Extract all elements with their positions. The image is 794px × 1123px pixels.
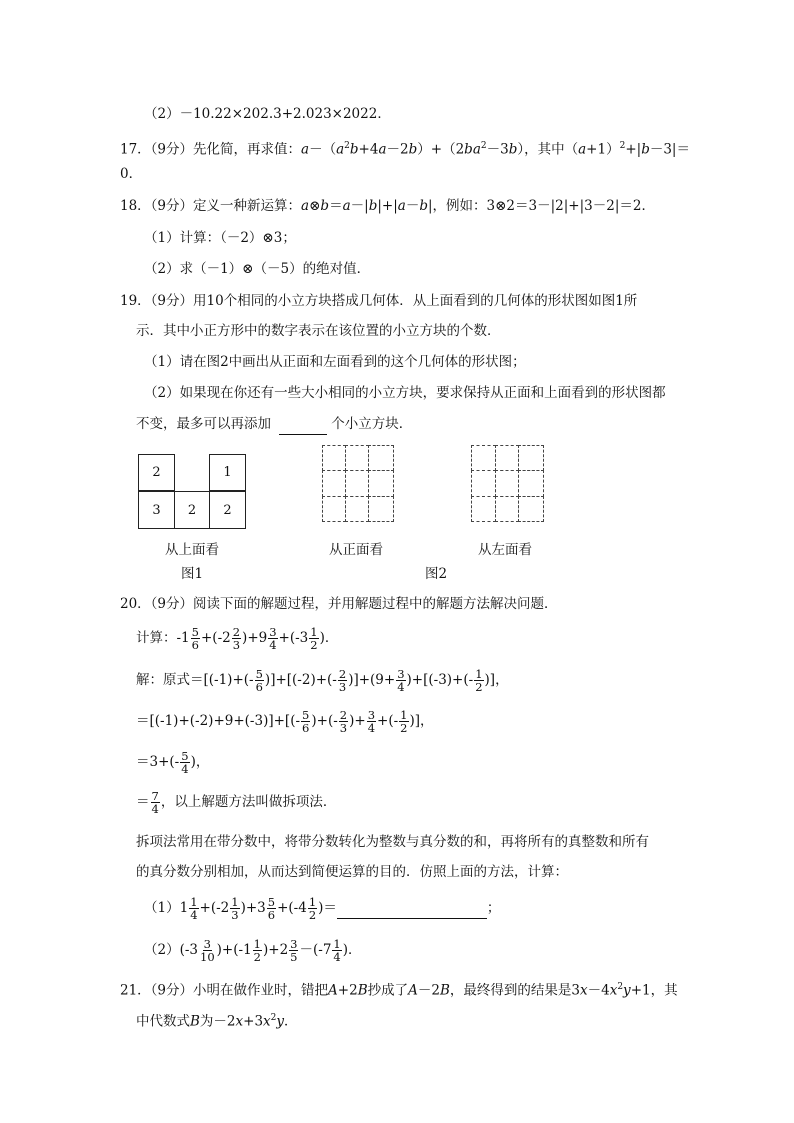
problem-20-para-1: 拆项法常用在带分数中，将带分数转化为整数与真分数的和，再将所有的真整数和所有 bbox=[136, 834, 649, 850]
cube-count-cell: 2 bbox=[209, 491, 246, 529]
answer-blank bbox=[337, 898, 487, 919]
problem-20-calc: 计算：-1 $\frac{5}{6}$ +(-2 $\frac{2}{3}$ )+9 $\frac{3}{4}$ +(-3 $\frac{1}{2}$ )． bbox=[136, 625, 339, 652]
problem-21-line-2: 中代数式B为$-2x+3x^2y$． bbox=[136, 1013, 298, 1030]
problem-19-part-2-cont bbox=[136, 414, 412, 435]
caption-front-view: 从正面看 bbox=[329, 542, 383, 558]
figure-2-label: 图2 bbox=[425, 566, 448, 582]
cube-count-cell: 3 bbox=[138, 491, 175, 529]
problem-21-b-label: 中代数式 bbox=[136, 1013, 190, 1030]
calc-label: 计算： bbox=[136, 630, 177, 646]
problem-17-line-1: 17．（9分）先化简，再求值：$a-(a^2b+4a-2b)+(2ba^2-3b)$，其中$(a+1)^2+|b-3|=$ bbox=[120, 141, 690, 158]
answer-blank bbox=[279, 414, 327, 435]
problem-19-blank-prefix: 不变，最多可以再添加 bbox=[136, 416, 271, 432]
method-name-text: ，以上解题方法叫做拆项法． bbox=[160, 794, 337, 810]
problem-21-line-1: 21．（9分）小明在做作业时，错把A+2B抄成了A－2B，最终得到的结果是$3x-4x^2y+1$，其 bbox=[120, 982, 678, 999]
figure-1-label: 图1 bbox=[181, 566, 204, 582]
problem-17-line-2: 0． bbox=[120, 166, 143, 182]
problem-20-para-2: 的真分数分别相加，从而达到简便运算的目的．仿照上面的方法，计算： bbox=[136, 864, 568, 880]
problem-19-part-2: （2）如果现在你还有一些大小相同的小立方块，要求保持从正面和上面看到的形状图都 bbox=[144, 385, 666, 401]
solution-line-3: ＝3+(- $\frac{5}{4}$ )， bbox=[136, 749, 210, 776]
cube-count-cell: 2 bbox=[174, 491, 210, 529]
problem-19-part-1: （1）请在图2中画出从正面和左面看到的这个几何体的形状图； bbox=[144, 354, 526, 370]
solution-line-4: ＝ $\frac{7}{4}$ ，以上解题方法叫做拆项法． bbox=[136, 789, 337, 816]
solution-label: 解：原式＝ bbox=[136, 672, 204, 688]
problem-19-blank-suffix: 个小立方块． bbox=[331, 416, 413, 432]
solution-line-1: 解：原式＝[(-1)+(- $\frac{5}{6}$ )]+[(-2)+(- $\frac{2}{3}$ )]+(9+ $\frac{3}{4}$ )+[(-3)+(- $\frac{1}{2}$ )]， bbox=[136, 667, 509, 694]
cube-count-cell: 2 bbox=[138, 454, 175, 491]
problem-19-line-2: 示．其中小正方形中的数字表示在该位置的小立方块的个数． bbox=[136, 323, 501, 339]
problem-18-label: 18．（9分）定义一种新运算： bbox=[120, 198, 302, 214]
solution-line-2: ＝[(-1)+(-2)+9+(-3)]+[(- $\frac{5}{6}$ )+(- $\frac{2}{3}$ )+ $\frac{3}{4}$ +(- $\frac{1}{2}$ )]， bbox=[136, 708, 434, 735]
problem-16-part-2: （2）－10.22×202.3+2.023×2022． bbox=[144, 106, 391, 122]
problem-20-part-2: （2）(-3 $\frac{3}{10}$ )+(-1 $\frac{1}{2}$ )+2 $\frac{3}{5}$ －(-7 $\frac{1}{4}$ )． bbox=[144, 937, 362, 964]
problem-20-line-1: 20．（9分）阅读下面的解题过程，并用解题过程中的解题方法解决问题． bbox=[120, 596, 558, 612]
problem-18-part-2: （2）求（－1）⊗（－5）的绝对值． bbox=[144, 261, 371, 277]
problem-20-part-1: （1）1 $\frac{1}{4}$ +(-2 $\frac{1}{3}$ )+3 $\frac{5}{6}$ +(-4 $\frac{1}{2}$ )＝ ； bbox=[144, 895, 501, 922]
caption-left-view: 从左面看 bbox=[478, 542, 532, 558]
problem-21-label: 21．（9分）小明在做作业时，错把 bbox=[120, 982, 329, 999]
cube-count-cell: 1 bbox=[209, 454, 246, 491]
caption-top-view: 从上面看 bbox=[165, 542, 219, 558]
problem-19-line-1: 19．（9分）用10个相同的小立方块搭成几何体．从上面看到的几何体的形状图如图1所 bbox=[120, 293, 638, 309]
problem-18-part-1: （1）计算：（－2）⊗3； bbox=[144, 230, 296, 246]
problem-18-line-1: 18．（9分）定义一种新运算：a⊗b＝a－|b|+|a－b|，例如：3⊗2＝3－|2|+|3－2|＝2． bbox=[120, 198, 655, 214]
problem-17-label: 17．（9分）先化简，再求值： bbox=[120, 141, 302, 158]
